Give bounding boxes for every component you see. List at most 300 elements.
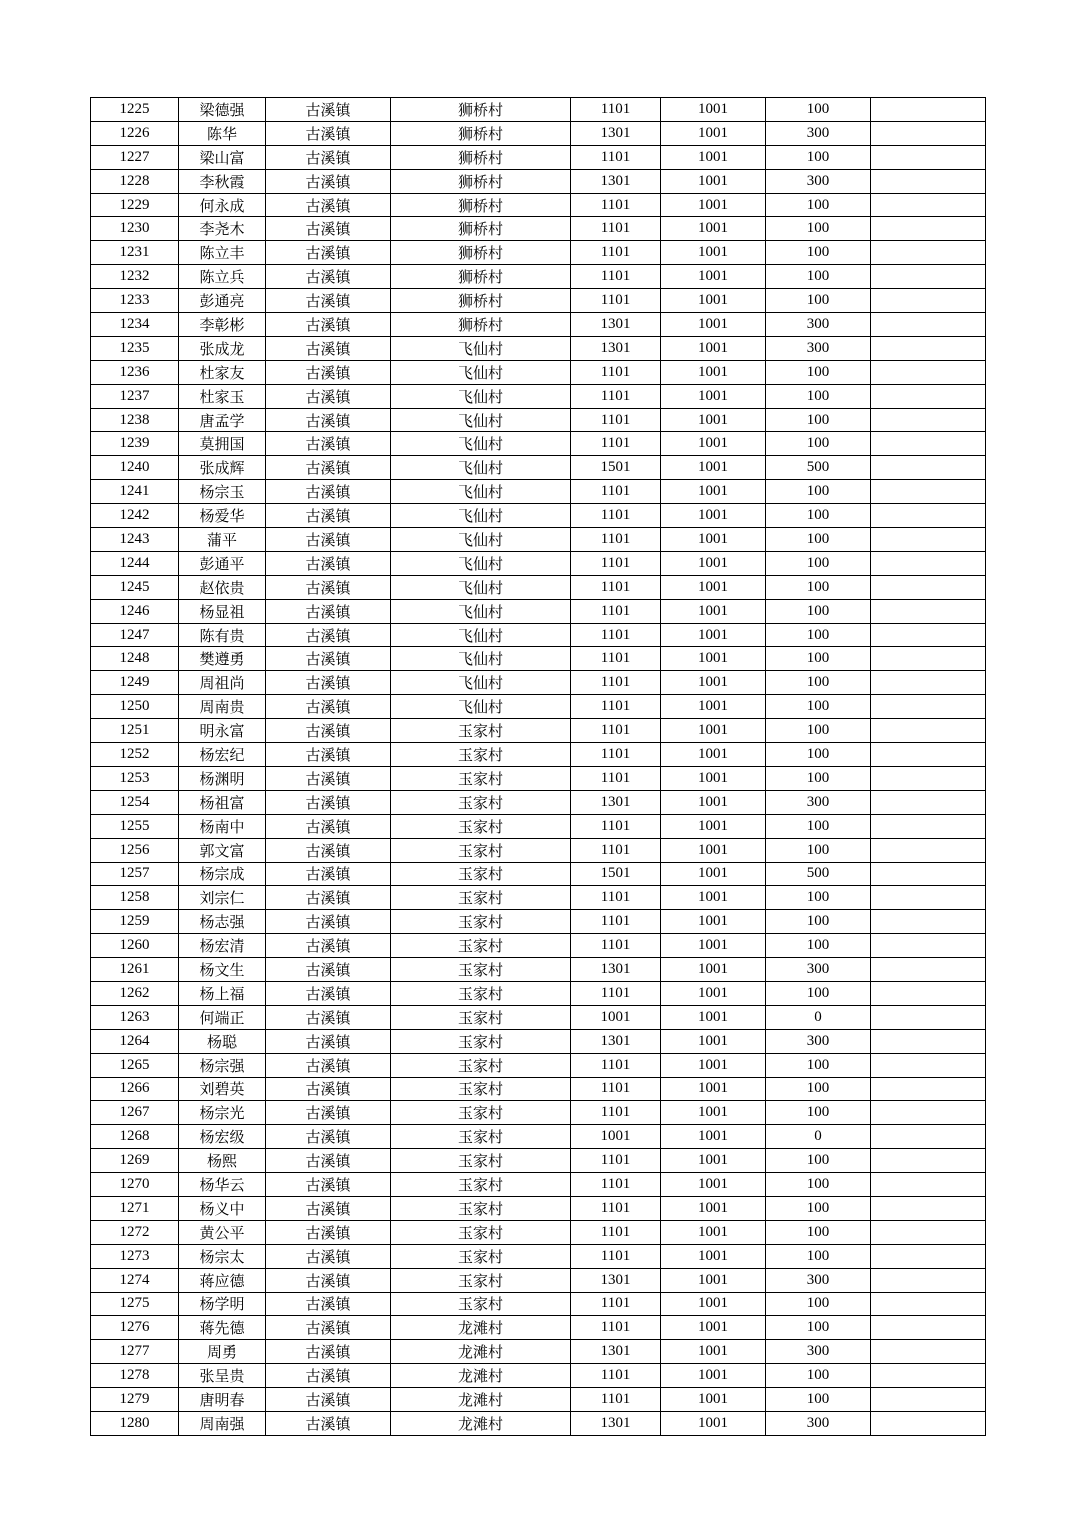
table-cell-amount: 300 — [766, 1411, 871, 1435]
table-cell-id: 1244 — [91, 551, 179, 575]
table-cell-id: 1271 — [91, 1196, 179, 1220]
table-cell-blank — [871, 193, 986, 217]
table-cell-code2: 1001 — [661, 671, 766, 695]
table-cell-amount: 300 — [766, 121, 871, 145]
table-cell-id: 1225 — [91, 98, 179, 122]
table-cell-blank — [871, 456, 986, 480]
table-row — [91, 1388, 986, 1412]
table-cell-blank — [871, 790, 986, 814]
table-row — [91, 934, 986, 958]
table-cell-blank — [871, 1411, 986, 1435]
table-cell-code2: 1001 — [661, 408, 766, 432]
table-cell-amount: 300 — [766, 1268, 871, 1292]
table-cell-village: 狮桥村 — [391, 241, 571, 265]
table-cell-code1: 1101 — [571, 241, 661, 265]
table-cell-amount: 100 — [766, 1388, 871, 1412]
table-cell-id: 1274 — [91, 1268, 179, 1292]
table-row — [91, 289, 986, 313]
table-cell-village: 飞仙村 — [391, 456, 571, 480]
table-cell-id: 1263 — [91, 1005, 179, 1029]
table-row — [91, 384, 986, 408]
table-cell-code1: 1001 — [571, 1005, 661, 1029]
table-cell-blank — [871, 313, 986, 337]
table-row — [91, 1053, 986, 1077]
table-cell-amount: 100 — [766, 1244, 871, 1268]
table-cell-amount: 100 — [766, 1149, 871, 1173]
table-cell-code2: 1001 — [661, 360, 766, 384]
table-row — [91, 599, 986, 623]
table-cell-amount: 100 — [766, 1196, 871, 1220]
table-cell-amount: 100 — [766, 838, 871, 862]
table-cell-id: 1259 — [91, 910, 179, 934]
table-cell-amount: 100 — [766, 432, 871, 456]
table-cell-code2: 1001 — [661, 1292, 766, 1316]
table-cell-town: 古溪镇 — [266, 1101, 391, 1125]
table-row — [91, 360, 986, 384]
table-cell-code1: 1101 — [571, 814, 661, 838]
table-cell-blank — [871, 145, 986, 169]
table-cell-amount: 100 — [766, 360, 871, 384]
table-cell-code1: 1101 — [571, 360, 661, 384]
table-row — [91, 981, 986, 1005]
table-cell-code2: 1001 — [661, 1053, 766, 1077]
table-cell-village: 玉家村 — [391, 1292, 571, 1316]
table-cell-village: 玉家村 — [391, 1244, 571, 1268]
table-cell-town: 古溪镇 — [266, 241, 391, 265]
table-cell-blank — [871, 838, 986, 862]
table-cell-id: 1278 — [91, 1364, 179, 1388]
table-cell-town: 古溪镇 — [266, 528, 391, 552]
table-cell-code2: 1001 — [661, 384, 766, 408]
table-cell-blank — [871, 121, 986, 145]
table-cell-village: 狮桥村 — [391, 121, 571, 145]
table-cell-id: 1231 — [91, 241, 179, 265]
table-cell-name: 杨渊明 — [179, 766, 266, 790]
table-cell-blank — [871, 1316, 986, 1340]
table-row — [91, 1077, 986, 1101]
table-cell-code1: 1301 — [571, 1411, 661, 1435]
table-cell-name: 彭通亮 — [179, 289, 266, 313]
table-cell-blank — [871, 1005, 986, 1029]
table-cell-amount: 100 — [766, 528, 871, 552]
table-cell-code2: 1001 — [661, 910, 766, 934]
table-cell-code2: 1001 — [661, 265, 766, 289]
table-cell-amount: 100 — [766, 647, 871, 671]
table-cell-code2: 1001 — [661, 1173, 766, 1197]
table-cell-village: 龙滩村 — [391, 1388, 571, 1412]
table-cell-town: 古溪镇 — [266, 217, 391, 241]
table-cell-code2: 1001 — [661, 313, 766, 337]
table-cell-amount: 100 — [766, 145, 871, 169]
table-cell-id: 1254 — [91, 790, 179, 814]
table-cell-code2: 1001 — [661, 551, 766, 575]
table-cell-amount: 100 — [766, 1292, 871, 1316]
table-cell-id: 1268 — [91, 1125, 179, 1149]
table-cell-village: 玉家村 — [391, 743, 571, 767]
table-cell-code2: 1001 — [661, 766, 766, 790]
table-cell-amount: 100 — [766, 265, 871, 289]
table-row — [91, 766, 986, 790]
table-cell-id: 1258 — [91, 886, 179, 910]
table-cell-code1: 1301 — [571, 121, 661, 145]
table-cell-code2: 1001 — [661, 1244, 766, 1268]
table-cell-code2: 1001 — [661, 98, 766, 122]
table-cell-village: 狮桥村 — [391, 265, 571, 289]
table-row — [91, 695, 986, 719]
table-cell-code1: 1101 — [571, 432, 661, 456]
table-cell-blank — [871, 886, 986, 910]
table-cell-name: 杨宗玉 — [179, 480, 266, 504]
table-cell-code2: 1001 — [661, 623, 766, 647]
table-cell-code1: 1101 — [571, 743, 661, 767]
table-cell-town: 古溪镇 — [266, 1340, 391, 1364]
table-cell-id: 1234 — [91, 313, 179, 337]
table-cell-code1: 1101 — [571, 1364, 661, 1388]
table-cell-village: 狮桥村 — [391, 145, 571, 169]
table-cell-code2: 1001 — [661, 790, 766, 814]
table-cell-name: 杨宗太 — [179, 1244, 266, 1268]
table-cell-id: 1265 — [91, 1053, 179, 1077]
table-cell-id: 1247 — [91, 623, 179, 647]
table-row — [91, 886, 986, 910]
table-cell-town: 古溪镇 — [266, 1220, 391, 1244]
table-cell-blank — [871, 910, 986, 934]
table-cell-amount: 100 — [766, 695, 871, 719]
table-cell-code1: 1101 — [571, 910, 661, 934]
table-cell-id: 1261 — [91, 958, 179, 982]
table-cell-id: 1236 — [91, 360, 179, 384]
table-cell-amount: 300 — [766, 313, 871, 337]
table-cell-village: 玉家村 — [391, 958, 571, 982]
table-cell-town: 古溪镇 — [266, 1316, 391, 1340]
table-cell-code2: 1001 — [661, 193, 766, 217]
table-cell-code2: 1001 — [661, 145, 766, 169]
table-cell-id: 1240 — [91, 456, 179, 480]
table-cell-village: 飞仙村 — [391, 671, 571, 695]
table-cell-code1: 1101 — [571, 575, 661, 599]
table-cell-blank — [871, 1292, 986, 1316]
table-cell-code1: 1101 — [571, 504, 661, 528]
table-cell-village: 玉家村 — [391, 814, 571, 838]
table-row — [91, 408, 986, 432]
table-cell-name: 郭文富 — [179, 838, 266, 862]
table-cell-village: 狮桥村 — [391, 169, 571, 193]
table-cell-code2: 1001 — [661, 886, 766, 910]
table-cell-name: 周南贵 — [179, 695, 266, 719]
table-cell-blank — [871, 1125, 986, 1149]
table-cell-code1: 1101 — [571, 384, 661, 408]
table-cell-code1: 1101 — [571, 1149, 661, 1173]
table-cell-id: 1260 — [91, 934, 179, 958]
table-cell-village: 玉家村 — [391, 981, 571, 1005]
table-row — [91, 1244, 986, 1268]
table-cell-id: 1255 — [91, 814, 179, 838]
table-row — [91, 958, 986, 982]
table-cell-name: 张成辉 — [179, 456, 266, 480]
table-cell-village: 狮桥村 — [391, 193, 571, 217]
table-cell-amount: 500 — [766, 456, 871, 480]
table-cell-town: 古溪镇 — [266, 336, 391, 360]
table-cell-name: 杨义中 — [179, 1196, 266, 1220]
table-cell-town: 古溪镇 — [266, 432, 391, 456]
table-cell-code1: 1101 — [571, 719, 661, 743]
table-cell-id: 1243 — [91, 528, 179, 552]
table-cell-id: 1262 — [91, 981, 179, 1005]
table-cell-name: 杨宏清 — [179, 934, 266, 958]
table-cell-code2: 1001 — [661, 528, 766, 552]
table-cell-blank — [871, 719, 986, 743]
table-cell-blank — [871, 432, 986, 456]
table-row — [91, 623, 986, 647]
table-cell-village: 玉家村 — [391, 934, 571, 958]
table-cell-code2: 1001 — [661, 862, 766, 886]
table-cell-blank — [871, 671, 986, 695]
table-cell-amount: 100 — [766, 671, 871, 695]
table-cell-village: 飞仙村 — [391, 360, 571, 384]
table-cell-code2: 1001 — [661, 838, 766, 862]
table-cell-amount: 100 — [766, 981, 871, 1005]
table-cell-id: 1230 — [91, 217, 179, 241]
table-cell-town: 古溪镇 — [266, 384, 391, 408]
table-cell-id: 1269 — [91, 1149, 179, 1173]
table-cell-blank — [871, 1340, 986, 1364]
table-cell-town: 古溪镇 — [266, 169, 391, 193]
table-cell-code1: 1101 — [571, 145, 661, 169]
table-cell-village: 玉家村 — [391, 1149, 571, 1173]
table-cell-village: 飞仙村 — [391, 575, 571, 599]
table-cell-id: 1241 — [91, 480, 179, 504]
table-cell-blank — [871, 814, 986, 838]
table-cell-blank — [871, 289, 986, 313]
table-cell-name: 杨聪 — [179, 1029, 266, 1053]
table-cell-blank — [871, 360, 986, 384]
table-cell-code1: 1101 — [571, 528, 661, 552]
table-cell-code2: 1001 — [661, 814, 766, 838]
table-cell-name: 何端正 — [179, 1005, 266, 1029]
table-cell-name: 梁德强 — [179, 98, 266, 122]
table-cell-id: 1239 — [91, 432, 179, 456]
table-cell-code2: 1001 — [661, 1125, 766, 1149]
table-cell-village: 龙滩村 — [391, 1411, 571, 1435]
table-cell-blank — [871, 623, 986, 647]
table-row — [91, 169, 986, 193]
table-cell-id: 1233 — [91, 289, 179, 313]
table-cell-town: 古溪镇 — [266, 1411, 391, 1435]
table-cell-town: 古溪镇 — [266, 790, 391, 814]
table-cell-village: 飞仙村 — [391, 384, 571, 408]
table-cell-name: 唐孟学 — [179, 408, 266, 432]
table-cell-blank — [871, 480, 986, 504]
table-cell-code2: 1001 — [661, 1077, 766, 1101]
table-row — [91, 1268, 986, 1292]
table-cell-blank — [871, 241, 986, 265]
table-cell-code2: 1001 — [661, 1220, 766, 1244]
table-cell-village: 玉家村 — [391, 1125, 571, 1149]
table-cell-town: 古溪镇 — [266, 313, 391, 337]
table-cell-code1: 1101 — [571, 193, 661, 217]
table-cell-id: 1264 — [91, 1029, 179, 1053]
table-cell-blank — [871, 1196, 986, 1220]
table-cell-village: 龙滩村 — [391, 1316, 571, 1340]
table-cell-code1: 1101 — [571, 1196, 661, 1220]
table-row — [91, 241, 986, 265]
table-cell-town: 古溪镇 — [266, 886, 391, 910]
table-cell-blank — [871, 1029, 986, 1053]
table-cell-id: 1256 — [91, 838, 179, 862]
table-cell-amount: 100 — [766, 743, 871, 767]
table-cell-town: 古溪镇 — [266, 1268, 391, 1292]
table-cell-village: 玉家村 — [391, 1101, 571, 1125]
table-cell-blank — [871, 1173, 986, 1197]
table-cell-blank — [871, 1053, 986, 1077]
table-row — [91, 743, 986, 767]
table-cell-name: 黄公平 — [179, 1220, 266, 1244]
table-cell-amount: 100 — [766, 1077, 871, 1101]
table-cell-blank — [871, 958, 986, 982]
table-cell-amount: 100 — [766, 814, 871, 838]
table-cell-code2: 1001 — [661, 958, 766, 982]
table-cell-amount: 300 — [766, 1340, 871, 1364]
table-cell-name: 杨宗光 — [179, 1101, 266, 1125]
table-cell-amount: 100 — [766, 384, 871, 408]
table-cell-name: 杨学明 — [179, 1292, 266, 1316]
table-cell-name: 刘碧英 — [179, 1077, 266, 1101]
table-cell-blank — [871, 647, 986, 671]
table-cell-id: 1248 — [91, 647, 179, 671]
table-row — [91, 1411, 986, 1435]
table-cell-code2: 1001 — [661, 1196, 766, 1220]
table-cell-amount: 100 — [766, 289, 871, 313]
table-cell-id: 1242 — [91, 504, 179, 528]
table-row — [91, 1220, 986, 1244]
table-cell-amount: 100 — [766, 575, 871, 599]
table-cell-name: 杨宏级 — [179, 1125, 266, 1149]
table-cell-blank — [871, 1388, 986, 1412]
table-cell-code1: 1301 — [571, 313, 661, 337]
table-cell-name: 蒋应德 — [179, 1268, 266, 1292]
table-cell-code2: 1001 — [661, 121, 766, 145]
table-cell-code1: 1101 — [571, 551, 661, 575]
table-cell-village: 飞仙村 — [391, 599, 571, 623]
table-cell-name: 赵依贵 — [179, 575, 266, 599]
table-cell-code1: 1101 — [571, 1101, 661, 1125]
table-row — [91, 98, 986, 122]
table-cell-code2: 1001 — [661, 695, 766, 719]
table-cell-code1: 1301 — [571, 790, 661, 814]
table-row — [91, 910, 986, 934]
table-cell-town: 古溪镇 — [266, 480, 391, 504]
table-cell-town: 古溪镇 — [266, 862, 391, 886]
table-cell-code1: 1101 — [571, 647, 661, 671]
table-cell-id: 1279 — [91, 1388, 179, 1412]
table-cell-code2: 1001 — [661, 336, 766, 360]
table-cell-name: 陈有贵 — [179, 623, 266, 647]
table-cell-code1: 1101 — [571, 671, 661, 695]
table-cell-village: 飞仙村 — [391, 647, 571, 671]
table-cell-code2: 1001 — [661, 1005, 766, 1029]
table-cell-name: 陈华 — [179, 121, 266, 145]
table-cell-name: 彭通平 — [179, 551, 266, 575]
table-row — [91, 336, 986, 360]
table-cell-name: 杨南中 — [179, 814, 266, 838]
table-cell-blank — [871, 1220, 986, 1244]
table-cell-town: 古溪镇 — [266, 121, 391, 145]
table-cell-id: 1227 — [91, 145, 179, 169]
table-cell-name: 杨文生 — [179, 958, 266, 982]
table-cell-town: 古溪镇 — [266, 408, 391, 432]
table-cell-code2: 1001 — [661, 599, 766, 623]
table-cell-amount: 100 — [766, 910, 871, 934]
table-cell-code1: 1101 — [571, 98, 661, 122]
table-cell-amount: 500 — [766, 862, 871, 886]
table-cell-name: 明永富 — [179, 719, 266, 743]
table-row — [91, 456, 986, 480]
table-cell-id: 1250 — [91, 695, 179, 719]
table-cell-id: 1253 — [91, 766, 179, 790]
table-cell-blank — [871, 1101, 986, 1125]
table-cell-blank — [871, 862, 986, 886]
table-cell-village: 飞仙村 — [391, 695, 571, 719]
table-cell-name: 何永成 — [179, 193, 266, 217]
table-cell-blank — [871, 1077, 986, 1101]
table-cell-id: 1237 — [91, 384, 179, 408]
table-cell-village: 飞仙村 — [391, 336, 571, 360]
table-cell-code1: 1501 — [571, 862, 661, 886]
table-row — [91, 528, 986, 552]
table-cell-name: 陈立兵 — [179, 265, 266, 289]
table-cell-amount: 100 — [766, 1364, 871, 1388]
table-cell-code1: 1101 — [571, 981, 661, 1005]
table-cell-id: 1273 — [91, 1244, 179, 1268]
table-cell-code1: 1101 — [571, 1388, 661, 1412]
table-cell-code2: 1001 — [661, 241, 766, 265]
table-cell-code1: 1301 — [571, 336, 661, 360]
table-cell-code2: 1001 — [661, 169, 766, 193]
table-cell-town: 古溪镇 — [266, 1077, 391, 1101]
table-cell-id: 1277 — [91, 1340, 179, 1364]
table-cell-code2: 1001 — [661, 1029, 766, 1053]
table-cell-village: 玉家村 — [391, 1077, 571, 1101]
table-cell-code1: 1101 — [571, 599, 661, 623]
table-cell-amount: 100 — [766, 1220, 871, 1244]
table-cell-id: 1266 — [91, 1077, 179, 1101]
table-cell-code1: 1101 — [571, 217, 661, 241]
table-cell-amount: 0 — [766, 1005, 871, 1029]
table-cell-blank — [871, 743, 986, 767]
table-cell-amount: 100 — [766, 1053, 871, 1077]
table-cell-id: 1226 — [91, 121, 179, 145]
table-cell-town: 古溪镇 — [266, 814, 391, 838]
table-row — [91, 145, 986, 169]
table-cell-amount: 100 — [766, 1316, 871, 1340]
table-cell-amount: 100 — [766, 217, 871, 241]
table-cell-village: 狮桥村 — [391, 98, 571, 122]
table-cell-code1: 1101 — [571, 480, 661, 504]
table-cell-name: 张成龙 — [179, 336, 266, 360]
table-row — [91, 313, 986, 337]
table-cell-code2: 1001 — [661, 480, 766, 504]
table-cell-town: 古溪镇 — [266, 1292, 391, 1316]
table-cell-amount: 100 — [766, 1101, 871, 1125]
table-cell-town: 古溪镇 — [266, 1053, 391, 1077]
table-row — [91, 1292, 986, 1316]
table-cell-code1: 1001 — [571, 1125, 661, 1149]
table-cell-town: 古溪镇 — [266, 145, 391, 169]
table-cell-name: 唐明春 — [179, 1388, 266, 1412]
table-cell-code2: 1001 — [661, 1268, 766, 1292]
table-row — [91, 838, 986, 862]
table-cell-village: 飞仙村 — [391, 551, 571, 575]
